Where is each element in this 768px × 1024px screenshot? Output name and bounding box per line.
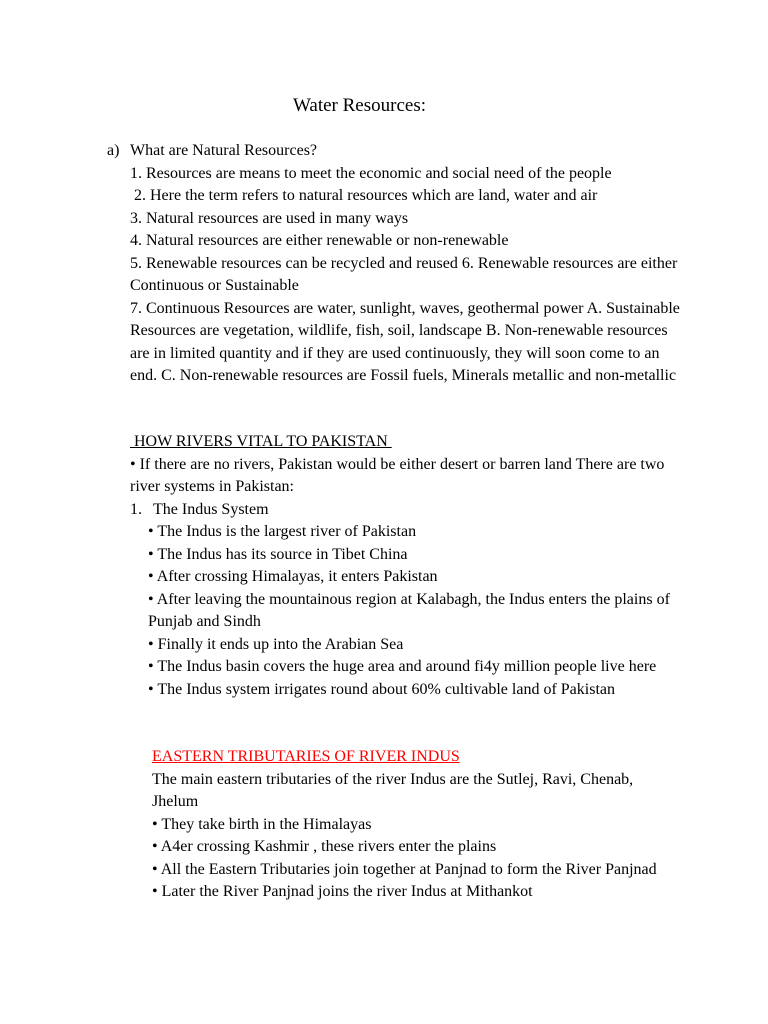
question-row [107,140,687,163]
system-title: The Indus System [153,500,269,518]
list-item: • After crossing Himalayas, it enters Pakistan [148,568,438,585]
list-item: 1. Resources are means to meet the economic and social need of the people [130,164,612,182]
list-marker: a) [107,142,120,159]
list-marker: 1. [130,500,142,518]
list-item: • The Indus system irrigates round about 60% cultivable land of Pakistan [148,680,615,698]
list-item: • After leaving the mountainous region at Kalabagh, the Indus enters the plains of Punjab and Sindh [148,590,670,630]
document-title: Water Resources: [293,95,426,116]
system-row [130,499,690,522]
indus-bullets [148,521,690,701]
list-item: • Later the River Panjnad joins the river Indus at Mithankot [152,883,533,900]
section-heading: EASTERN TRIBUTARIES OF RIVER INDUS [152,748,460,765]
section-eastern-tributaries [152,746,672,904]
list-item: • All the Eastern Tributaries join together at Panjnad to form the River Panjnad [152,860,657,878]
eastern-intro: The main eastern tributaries of the river Indus are the Sutlej, Ravi, Chenab, Jhelum [152,770,634,810]
list-item: • They take birth in the Himalayas [152,815,372,833]
paragraph-renewable: 5. Renewable resources can be recycled and reused 6. Renewable resources are either Continuous or Sustainable [130,254,678,294]
section-natural-resources [107,140,687,388]
section-rivers-vital [130,431,690,701]
natural-resources-items [130,163,687,388]
question-text: What are Natural Resources? [130,142,318,159]
list-item: 4. Natural resources are either renewable or non-renewable [130,232,509,249]
list-item: • Finally it ends up into the Arabian Sea [148,635,404,653]
list-item: • The Indus has its source in Tibet China [148,545,408,563]
list-item: • The Indus is the largest river of Pakistan [148,523,417,540]
rivers-intro: • If there are no rivers, Pakistan would be either desert or barren land There are two river systems in Pakistan: [130,455,665,495]
list-item: 3. Natural resources are used in many ways [130,209,409,227]
list-item: 2. Here the term refers to natural resources which are land, water and air [130,187,598,204]
list-item: • The Indus basin covers the huge area and around fi4y million people live here [148,658,657,675]
paragraph-continuous: 7. Continuous Resources are water, sunlight, waves, geothermal power A. Sustainable Resources are vegetation, wildlife, fish, soil, landscape B. Non-renewable resources are in limited quantity and if they are used continuously, they will soon come to an end. C. Non-renewable resources are Fossil fuels, Minerals metallic and non-metallic [130,299,680,384]
list-item: • A4er crossing Kashmir , these rivers enter the plains [152,838,497,855]
section-heading: HOW RIVERS VITAL TO PAKISTAN [130,433,392,450]
